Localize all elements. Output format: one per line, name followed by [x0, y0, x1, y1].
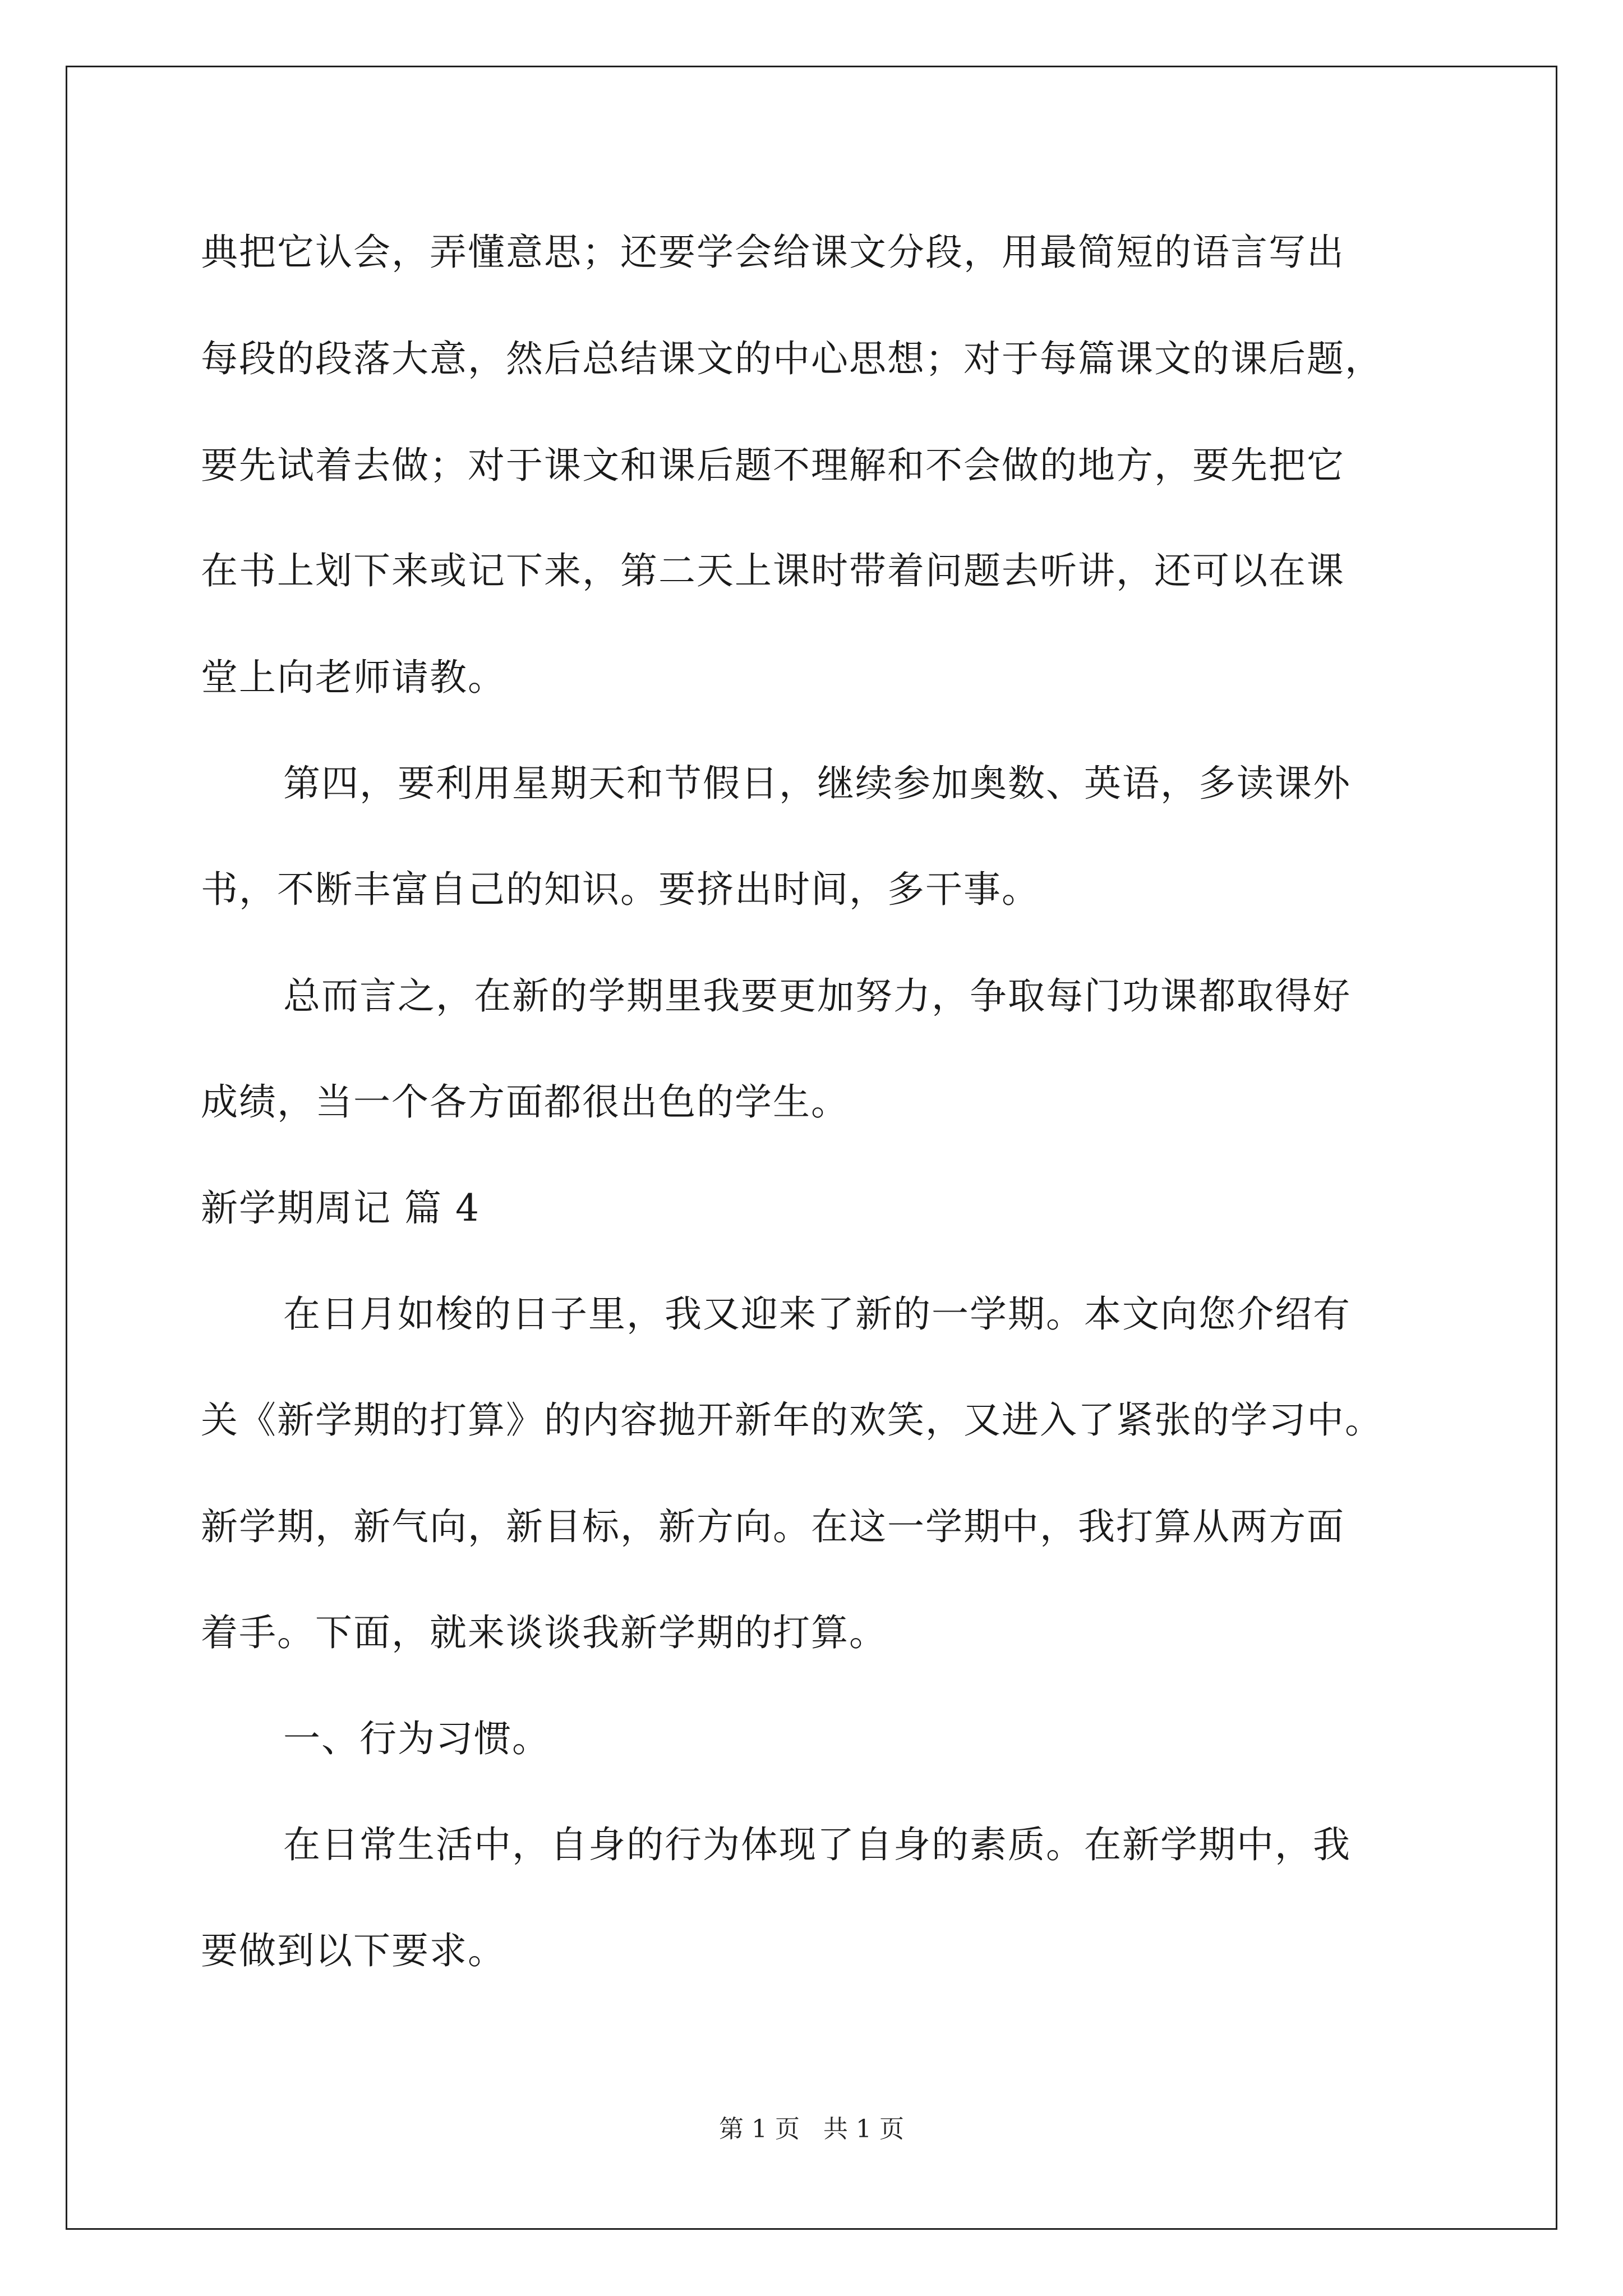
paragraph-line: 要做到以下要求。	[201, 1929, 506, 1972]
paragraph-line: 每段的段落大意，然后总结课文的中心思想；对于每篇课文的课后题，	[201, 337, 1383, 380]
paragraph-line: 关《新学期的打算》的内容抛开新年的欢笑，又进入了紧张的学习中。	[201, 1398, 1383, 1442]
paragraph-line: 典把它认会，弄懂意思；还要学会给课文分段，用最简短的语言写出	[201, 231, 1345, 274]
paragraph-line: 在日常生活中，自身的行为体现了自身的素质。在新学期中，我	[283, 1823, 1351, 1866]
paragraph-line: 在日月如梭的日子里，我又迎来了新的一学期。本文向您介绍有	[283, 1292, 1351, 1336]
page-total: 共 1 页	[823, 2115, 904, 2143]
paragraph-line: 要先试着去做；对于课文和课后题不理解和不会做的地方，要先把它	[201, 444, 1345, 487]
paragraph-line: 堂上向老师请教。	[201, 656, 506, 699]
page-footer	[0, 2114, 1623, 2145]
section-heading: 新学期周记 篇 4	[201, 1186, 480, 1230]
paragraph-line: 总而言之，在新的学期里我要更加努力，争取每门功课都取得好	[283, 974, 1351, 1018]
list-heading: 一、行为习惯。	[283, 1717, 550, 1760]
paragraph-line: 新学期，新气向，新目标，新方向。在这一学期中，我打算从两方面	[201, 1505, 1345, 1548]
paragraph-line: 在书上划下来或记下来，第二天上课时带着问题去听讲，还可以在课	[201, 549, 1345, 592]
paragraph-line: 书，不断丰富自己的知识。要挤出时间，多干事。	[201, 868, 1040, 911]
paragraph-line: 着手。下面，就来谈谈我新学期的打算。	[201, 1611, 887, 1654]
paragraph-line: 第四，要利用星期天和节假日，继续参加奥数、英语，多读课外	[283, 762, 1351, 805]
paragraph-line: 成绩，当一个各方面都很出色的学生。	[201, 1080, 849, 1124]
page-number: 第 1 页	[719, 2115, 800, 2143]
page-border	[66, 66, 1557, 2230]
